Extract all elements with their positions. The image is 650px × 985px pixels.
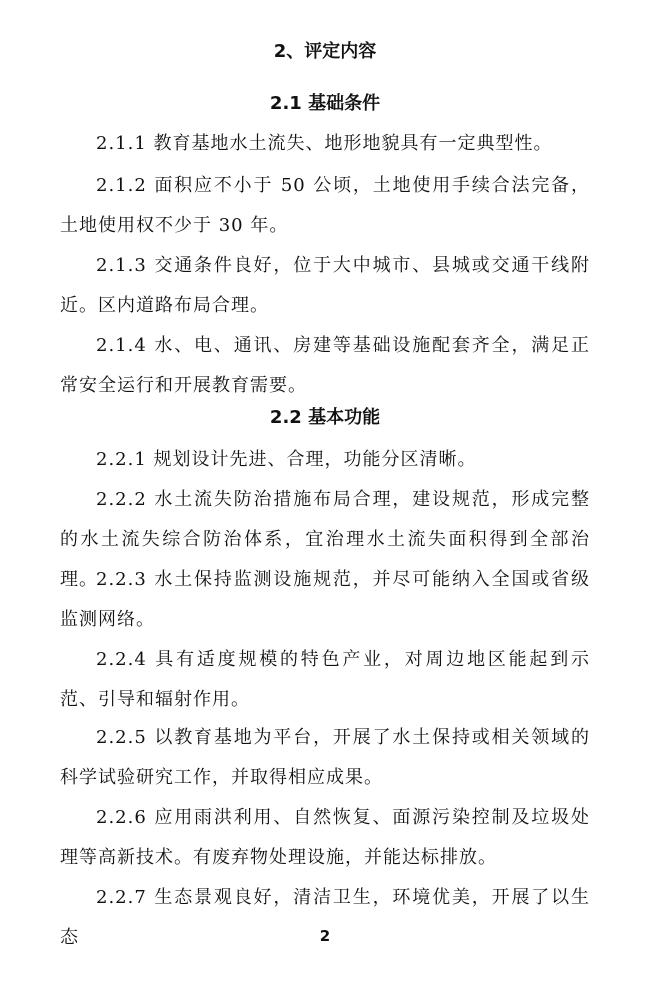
section-title: 2、评定内容 <box>273 41 377 62</box>
paragraph-2-1-3: 2.1.3 交通条件良好，位于大中城市、县城或交通干线附近。区内道路布局合理。 <box>60 255 590 316</box>
paragraph-2-1-1: 2.1.1 教育基地水土流失、地形地貌具有一定典型性。 <box>96 133 553 154</box>
paragraph-2-2-7: 2.2.7 生态景观良好，清洁卫生，环境优美，开展了以生态 <box>60 887 590 948</box>
paragraph-2-2-2: 2.2.2 水土流失防治措施布局合理，建设规范，形成完整的水土流失综合防治体系，宜治理水土流失面积得到全部治理。 <box>60 489 590 590</box>
paragraph-2-2-1: 2.2.1 规划设计先进、合理，功能分区清晰。 <box>96 449 477 470</box>
subsection-title-basic-functions: 2.2 基本功能 <box>269 407 381 428</box>
paragraph-2-1-2: 2.1.2 面积应不小于 50 公顷，土地使用手续合法完备，土地使用权不少于 30 年。 <box>60 175 590 236</box>
paragraph-2-1-4: 2.1.4 水、电、通讯、房建等基础设施配套齐全，满足正常安全运行和开展教育需要。 <box>60 335 590 396</box>
paragraph-2-2-3: 2.2.3 水土保持监测设施规范，并尽可能纳入全国或省级监测网络。 <box>60 569 590 630</box>
subsection-title-basic-conditions: 2.1 基础条件 <box>269 93 381 114</box>
paragraph-2-2-4: 2.2.4 具有适度规模的特色产业，对周边地区能起到示范、引导和辐射作用。 <box>60 649 590 710</box>
paragraph-2-2-6: 2.2.6 应用雨洪利用、自然恢复、面源污染控制及垃圾处理等高新技术。有废弃物处理设施，并能达标排放。 <box>60 807 590 868</box>
paragraph-2-2-5: 2.2.5 以教育基地为平台，开展了水土保持或相关领域的科学试验研究工作，并取得相应成果。 <box>60 727 590 788</box>
page-number: 2 <box>319 927 331 945</box>
